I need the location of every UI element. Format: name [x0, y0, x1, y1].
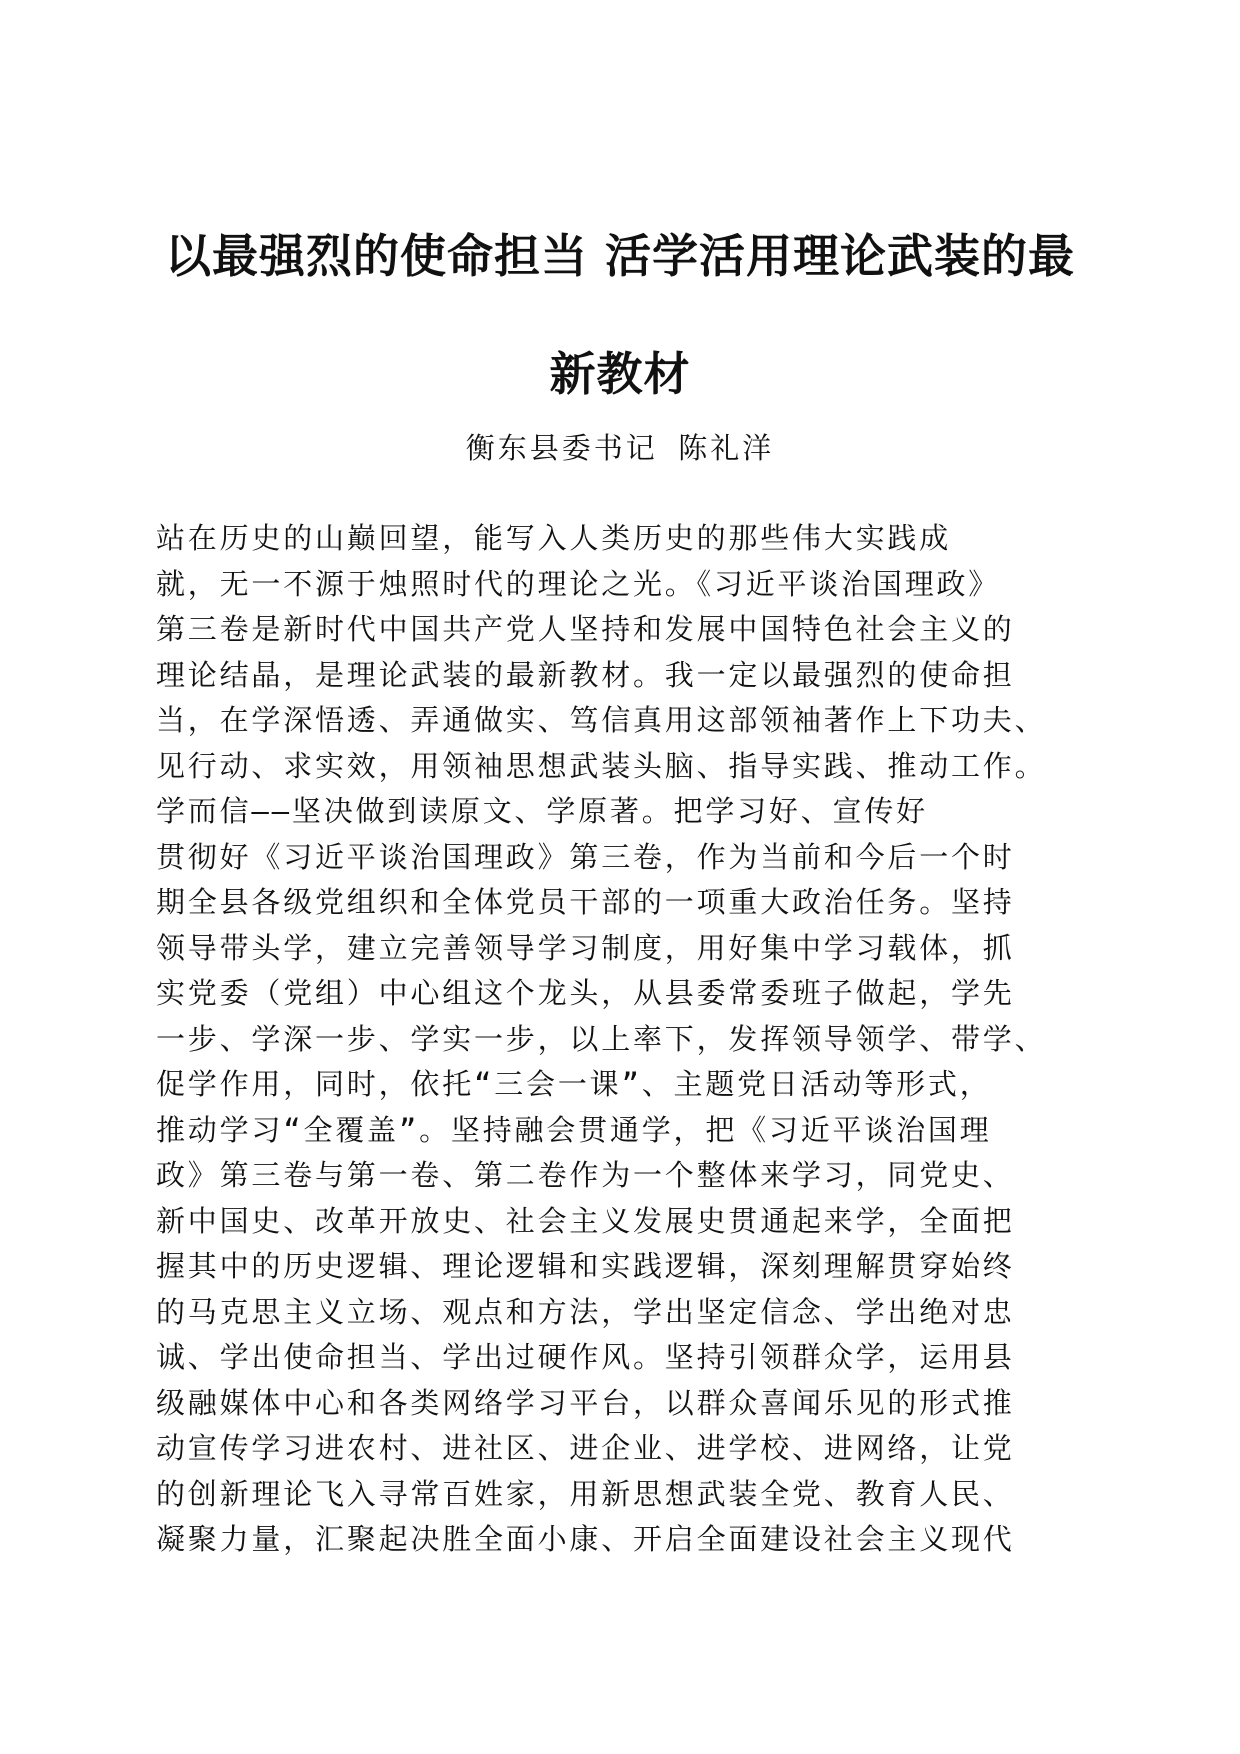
- body-line: 站在历史的山巅回望，能写入人类历史的那些伟大实践成: [156, 521, 952, 555]
- body-line: 期全县各级党组织和全体党员干部的一项重大政治任务。坚持: [156, 885, 1015, 919]
- body-line: 一步、学深一步、学实一步，以上率下，发挥领导领学、带学、: [156, 1021, 1047, 1056]
- body-line: 学而信——坚决做到读原文、学原著。把学习好、宣传好: [156, 794, 928, 828]
- body-line: 的马克思主义立场、观点和方法，学出坚定信念、学出绝对忠: [156, 1294, 1015, 1329]
- body-line: 领导带头学，建立完善领导学习制度，用好集中学习载体，抓: [156, 930, 1015, 965]
- body-line: 当，在学深悟透、弄通做实、笃信真用这部领袖著作上下功夫、: [156, 703, 1047, 737]
- body-line: 握其中的历史逻辑、理论逻辑和实践逻辑，深刻理解贯穿始终: [156, 1249, 1015, 1283]
- body-line: 见行动、求实效，用领袖思想武装头脑、指导实践、推动工作。: [156, 748, 1047, 783]
- document-title-line-1: 以最强烈的使命担当 活学活用理论武装的最: [164, 229, 1075, 283]
- body-line: 新中国史、改革开放史、社会主义发展史贯通起来学，全面把: [156, 1203, 1015, 1238]
- body-line: 凝聚力量，汇聚起决胜全面小康、开启全面建设社会主义现代: [156, 1522, 1015, 1556]
- body-line: 就，无一不源于烛照时代的理论之光。《习近平谈治国理政》: [156, 566, 1001, 601]
- body-line: 促学作用，同时，依托“三会一课”、主题党日活动等形式，: [156, 1067, 992, 1101]
- body-line: 贯彻好《习近平谈治国理政》第三卷，作为当前和今后一个时: [156, 839, 1015, 874]
- body-line: 理论结晶，是理论武装的最新教材。我一定以最强烈的使命担: [156, 657, 1015, 692]
- document-title-line-2: 新教材: [549, 347, 691, 401]
- body-line: 诚、学出使命担当、学出过硬作风。坚持引领群众学，运用县: [156, 1340, 1015, 1374]
- document-body: [156, 516, 1096, 1563]
- body-line: 的创新理论飞入寻常百姓家，用新思想武装全党、教育人民、: [156, 1476, 1015, 1511]
- author-byline: 衡东县委书记 陈礼洋: [465, 431, 775, 465]
- body-line: 推动学习“全覆盖”。坚持融会贯通学，把《习近平谈治国理: [156, 1112, 992, 1147]
- body-line: 动宣传学习进农村、进社区、进企业、进学校、进网络，让党: [156, 1431, 1015, 1465]
- body-line: 实党委（党组）中心组这个龙头，从县委常委班子做起，学先: [156, 976, 1015, 1010]
- body-line: 政》第三卷与第一卷、第二卷作为一个整体来学习，同党史、: [156, 1158, 1015, 1192]
- body-line: 级融媒体中心和各类网络学习平台，以群众喜闻乐见的形式推: [156, 1385, 1015, 1420]
- body-line: 第三卷是新时代中国共产党人坚持和发展中国特色社会主义的: [156, 612, 1015, 646]
